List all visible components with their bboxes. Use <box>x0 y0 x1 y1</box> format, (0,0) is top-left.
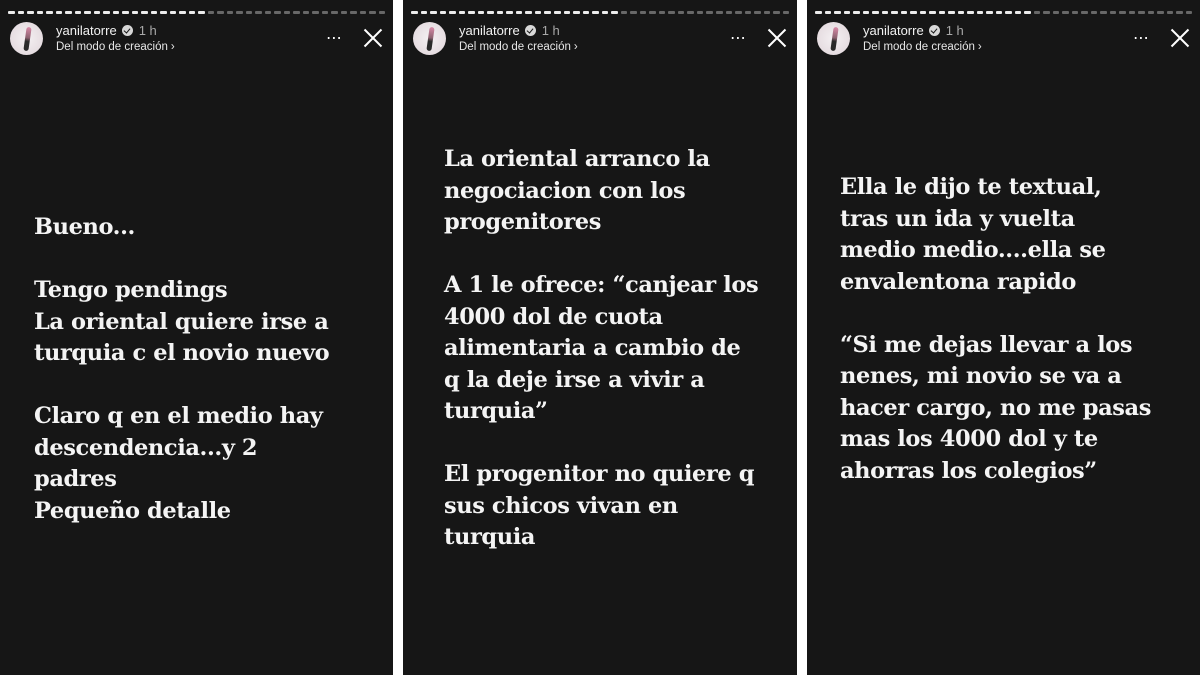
progress-segment <box>668 11 675 14</box>
progress-segment <box>411 11 418 14</box>
progress-segment <box>208 11 215 14</box>
text-line: Tengo pendings <box>34 277 228 303</box>
text-line: descendencia...y 2 <box>34 434 258 461</box>
verified-badge-icon <box>525 25 536 36</box>
text-line: negociacion con los <box>444 177 686 204</box>
progress-segment <box>815 11 822 14</box>
text-paragraph <box>840 172 1186 298</box>
text-line: hacer cargo, no me pasas <box>840 394 1151 421</box>
verified-badge-icon <box>929 25 940 36</box>
text-line: alimentaria a cambio de <box>444 335 741 361</box>
progress-segment <box>274 11 281 14</box>
story-progress-bar <box>411 11 789 14</box>
text-paragraph <box>34 212 379 244</box>
story-meta <box>459 23 578 54</box>
progress-segment <box>170 11 177 14</box>
progress-segment <box>246 11 253 14</box>
progress-segment <box>8 11 15 14</box>
progress-segment <box>929 11 936 14</box>
close-icon[interactable] <box>1170 28 1190 48</box>
progress-segment <box>996 11 1003 14</box>
text-line: La oriental quiere irse a <box>34 308 329 335</box>
creation-mode-label: Del modo de creación <box>863 40 975 53</box>
progress-segment <box>1167 11 1174 14</box>
progress-segment <box>65 11 72 14</box>
chevron-right-icon: › <box>977 40 982 53</box>
avatar[interactable] <box>817 22 850 55</box>
progress-segment <box>151 11 158 14</box>
story-actions <box>320 28 383 48</box>
text-line: turquia <box>444 524 536 550</box>
progress-segment <box>853 11 860 14</box>
progress-segment <box>939 11 946 14</box>
progress-segment <box>440 11 447 14</box>
text-line: mas los 4000 dol y te <box>840 426 1098 452</box>
username-link[interactable]: yanilatorre <box>863 22 924 38</box>
creation-mode-label: Del modo de creación <box>459 40 571 53</box>
post-time: 1 h <box>541 22 560 38</box>
progress-segment <box>697 11 704 14</box>
progress-segment <box>516 11 523 14</box>
chevron-right-icon: › <box>170 40 175 53</box>
progress-segment <box>468 11 475 14</box>
avatar[interactable] <box>413 22 446 55</box>
progress-segment <box>910 11 917 14</box>
progress-segment <box>1024 11 1031 14</box>
progress-segment <box>1100 11 1107 14</box>
progress-segment <box>497 11 504 14</box>
progress-segment <box>189 11 196 14</box>
text-paragraph <box>34 275 379 370</box>
progress-segment <box>236 11 243 14</box>
progress-segment <box>1148 11 1155 14</box>
text-line: Ella le dijo te textual, <box>840 174 1102 200</box>
progress-segment <box>350 11 357 14</box>
close-icon[interactable] <box>363 28 383 48</box>
progress-segment <box>706 11 713 14</box>
post-time: 1 h <box>138 22 157 38</box>
progress-segment <box>1043 11 1050 14</box>
text-line: envalentona rapido <box>840 268 1076 295</box>
text-line: progenitores <box>444 209 601 235</box>
story-text <box>840 172 1186 487</box>
progress-segment <box>544 11 551 14</box>
progress-segment <box>564 11 571 14</box>
progress-segment <box>379 11 386 14</box>
progress-segment <box>977 11 984 14</box>
progress-segment <box>716 11 723 14</box>
progress-segment <box>1034 11 1041 14</box>
progress-segment <box>27 11 34 14</box>
progress-segment <box>198 11 205 14</box>
progress-segment <box>754 11 761 14</box>
progress-segment <box>958 11 965 14</box>
text-paragraph <box>34 401 379 527</box>
progress-segment <box>986 11 993 14</box>
progress-segment <box>506 11 513 14</box>
progress-segment <box>678 11 685 14</box>
progress-segment <box>265 11 272 14</box>
text-line: nenes, mi novio se va a <box>840 363 1122 389</box>
story-progress-bar <box>815 11 1192 14</box>
text-line: ahorras los colegios” <box>840 457 1097 484</box>
progress-segment <box>882 11 889 14</box>
progress-segment <box>284 11 291 14</box>
progress-segment <box>37 11 44 14</box>
progress-segment <box>920 11 927 14</box>
avatar-image <box>426 26 434 50</box>
text-line: Bueno... <box>34 214 135 240</box>
progress-segment <box>1053 11 1060 14</box>
progress-segment <box>1129 11 1136 14</box>
story-text <box>34 212 379 527</box>
progress-segment <box>659 11 666 14</box>
close-icon[interactable] <box>767 28 787 48</box>
progress-segment <box>430 11 437 14</box>
creation-mode-link[interactable] <box>863 40 982 54</box>
story-actions <box>724 28 787 48</box>
progress-segment <box>293 11 300 14</box>
progress-segment <box>948 11 955 14</box>
text-paragraph <box>444 144 783 239</box>
progress-segment <box>611 11 618 14</box>
progress-segment <box>84 11 91 14</box>
text-paragraph <box>444 270 783 428</box>
text-line: A 1 le ofrece: “canjear los <box>444 272 759 298</box>
progress-segment <box>217 11 224 14</box>
progress-segment <box>891 11 898 14</box>
progress-segment <box>18 11 25 14</box>
progress-segment <box>459 11 466 14</box>
story-header <box>817 20 1190 56</box>
progress-segment <box>255 11 262 14</box>
progress-segment <box>773 11 780 14</box>
progress-segment <box>94 11 101 14</box>
story-panel-1[interactable] <box>0 0 393 675</box>
progress-segment <box>735 11 742 14</box>
progress-segment <box>1062 11 1069 14</box>
progress-segment <box>834 11 841 14</box>
story-actions <box>1127 28 1190 48</box>
progress-segment <box>179 11 186 14</box>
text-paragraph <box>840 330 1186 488</box>
progress-segment <box>872 11 879 14</box>
progress-segment <box>421 11 428 14</box>
story-header <box>10 20 383 56</box>
progress-segment <box>649 11 656 14</box>
progress-segment <box>863 11 870 14</box>
avatar-image <box>830 26 838 50</box>
story-panel-3[interactable] <box>807 0 1200 675</box>
progress-segment <box>303 11 310 14</box>
progress-segment <box>783 11 790 14</box>
progress-segment <box>1157 11 1164 14</box>
progress-segment <box>621 11 628 14</box>
text-line: Pequeño detalle <box>34 497 231 524</box>
progress-segment <box>487 11 494 14</box>
progress-segment <box>745 11 752 14</box>
progress-segment <box>1081 11 1088 14</box>
progress-segment <box>369 11 376 14</box>
progress-segment <box>1072 11 1079 14</box>
progress-segment <box>1091 11 1098 14</box>
progress-segment <box>687 11 694 14</box>
progress-segment <box>573 11 580 14</box>
progress-segment <box>764 11 771 14</box>
text-line: q la deje irse a vivir a <box>444 366 705 393</box>
progress-segment <box>478 11 485 14</box>
text-line: medio medio....ella se <box>840 237 1106 263</box>
progress-segment <box>535 11 542 14</box>
progress-segment <box>583 11 590 14</box>
text-line: tras un ida y vuelta <box>840 205 1075 232</box>
progress-segment <box>1110 11 1117 14</box>
username-link[interactable]: yanilatorre <box>56 22 117 38</box>
progress-segment <box>1186 11 1193 14</box>
progress-segment <box>113 11 120 14</box>
progress-segment <box>122 11 129 14</box>
text-line: padres <box>34 466 117 492</box>
progress-segment <box>1005 11 1012 14</box>
progress-segment <box>726 11 733 14</box>
progress-segment <box>132 11 139 14</box>
progress-segment <box>640 11 647 14</box>
progress-segment <box>75 11 82 14</box>
more-options-icon[interactable]: ⋯ <box>326 28 343 47</box>
progress-segment <box>141 11 148 14</box>
more-options-icon[interactable]: ⋯ <box>730 28 747 47</box>
progress-segment <box>1015 11 1022 14</box>
story-meta <box>56 23 175 54</box>
progress-segment <box>360 11 367 14</box>
creation-mode-label: Del modo de creación <box>56 40 168 53</box>
verified-badge-icon <box>122 25 133 36</box>
progress-segment <box>56 11 63 14</box>
story-panel-2[interactable] <box>403 0 797 675</box>
text-line: “Si me dejas llevar a los <box>840 331 1133 358</box>
progress-segment <box>341 11 348 14</box>
progress-segment <box>103 11 110 14</box>
progress-segment <box>844 11 851 14</box>
text-line: 4000 dol de cuota <box>444 303 663 330</box>
avatar-image <box>23 26 31 50</box>
creation-mode-link[interactable] <box>459 40 578 54</box>
text-line: El progenitor no quiere q <box>444 461 755 487</box>
username-link[interactable]: yanilatorre <box>459 22 520 38</box>
progress-segment <box>312 11 319 14</box>
text-paragraph <box>444 459 783 554</box>
creation-mode-link[interactable] <box>56 40 175 54</box>
progress-segment <box>901 11 908 14</box>
text-line: turquia” <box>444 398 548 424</box>
progress-segment <box>554 11 561 14</box>
progress-segment <box>825 11 832 14</box>
text-line: Claro q en el medio hay <box>34 403 323 429</box>
progress-segment <box>630 11 637 14</box>
more-options-icon[interactable]: ⋯ <box>1133 28 1150 47</box>
progress-segment <box>160 11 167 14</box>
progress-segment <box>592 11 599 14</box>
avatar[interactable] <box>10 22 43 55</box>
progress-segment <box>967 11 974 14</box>
progress-segment <box>449 11 456 14</box>
post-time: 1 h <box>945 22 964 38</box>
progress-segment <box>602 11 609 14</box>
story-header <box>413 20 787 56</box>
progress-segment <box>525 11 532 14</box>
progress-segment <box>46 11 53 14</box>
story-progress-bar <box>8 11 385 14</box>
text-line: La oriental arranco la <box>444 146 710 172</box>
progress-segment <box>331 11 338 14</box>
text-line: sus chicos vivan en <box>444 492 678 519</box>
chevron-right-icon: › <box>573 40 578 53</box>
story-meta <box>863 23 982 54</box>
progress-segment <box>1176 11 1183 14</box>
progress-segment <box>227 11 234 14</box>
progress-segment <box>1138 11 1145 14</box>
story-text <box>444 144 783 554</box>
progress-segment <box>322 11 329 14</box>
progress-segment <box>1119 11 1126 14</box>
text-line: turquia c el novio nuevo <box>34 340 330 366</box>
